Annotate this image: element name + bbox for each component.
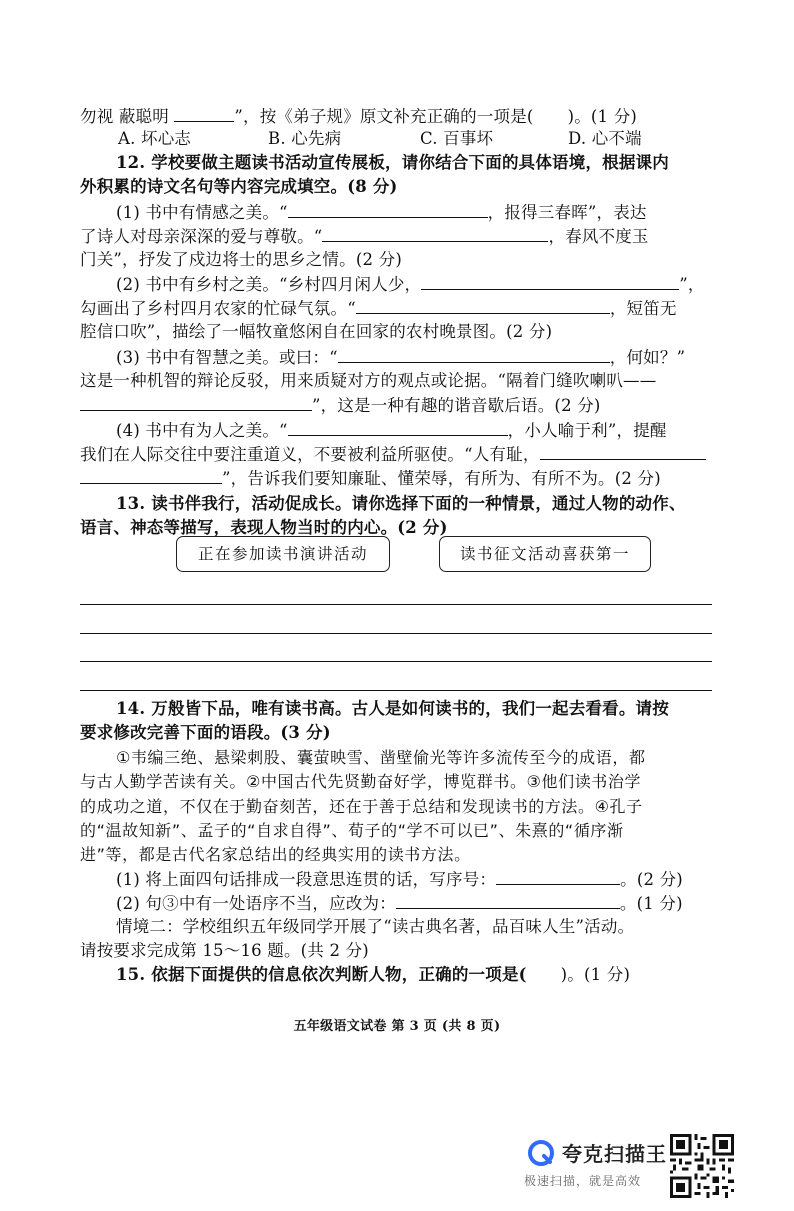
- q11-options: [80, 127, 718, 151]
- q12-s1-line1: (1) 书中有情感之美。“ ，报得三春晖”，表达: [80, 200, 720, 225]
- q11-blank[interactable]: [174, 104, 234, 122]
- q11-option-c[interactable]: C. 百事坏: [420, 129, 494, 148]
- q13-title-1: 13. 读书伴我行，活动促成长。请你选择下面的一种情景，通过人物的动作、: [116, 494, 686, 513]
- q13-writing-line-3[interactable]: [80, 661, 712, 662]
- q12-blank-7[interactable]: [288, 418, 508, 436]
- q12-blank-1[interactable]: [288, 200, 488, 218]
- q11-option-d[interactable]: D. 心不端: [568, 129, 642, 148]
- scenario2-line-1: 情境二：学校组织五年级同学开展了“读古典名著，品百味人生”活动。: [116, 917, 635, 936]
- scenario2-line-2: 请按要求完成第 15～16 题。(共 2 分): [80, 941, 369, 960]
- q12-s2-line1: (2) 书中有乡村之美。“乡村四月闲人少， ”，: [80, 272, 720, 297]
- q12-blank-6[interactable]: [80, 393, 312, 411]
- q14-paragraph-line-4: 的“温故知新”、孟子的“自求自得”、荀子的“学不可以已”、朱熹的“循序渐: [80, 821, 624, 840]
- q12-blank-4[interactable]: [356, 296, 610, 314]
- q14-blank-2[interactable]: [396, 891, 620, 909]
- q12-s3-line2: 这是一种机智的辩论反驳，用来质疑对方的观点或论据。“隔着门缝吹喇叭——: [80, 371, 657, 390]
- q15-title: 15. 依据下面提供的信息依次判断人物，正确的一项是( )。(1 分): [116, 965, 631, 984]
- q13-option-box-1[interactable]: 正在参加读书演讲活动: [176, 536, 390, 572]
- q12-s4-line1: (4) 书中有为人之美。“ ，小人喻于利”，提醒: [80, 418, 720, 443]
- q12-s2-line2: 勾画出了乡村四月农家的忙碌气氛。“ ，短笛无: [80, 296, 720, 321]
- q14-s2: (2) 句③中有一处语序不当，应改为： 。(1 分): [80, 891, 720, 916]
- q12-s4-line3: ”，告诉我们要知廉耻、懂荣辱，有所为、有所不为。(2 分): [80, 466, 720, 491]
- q12-s2-line3: 腔信口吹”，描绘了一幅牧童悠闲自在回家的农村晚景图。(2 分): [80, 322, 553, 341]
- q12-s1-line2: 了诗人对母亲深深的爱与尊敬。“ ，春风不度玉: [80, 224, 720, 249]
- q14-paragraph-line-5: 进”等，都是古代名家总结出的经典实用的读书方法。: [80, 845, 471, 864]
- q14-paragraph-line-1: ①韦编三绝、悬梁刺股、囊萤映雪、凿壁偷光等许多流传至今的成语，都: [116, 748, 646, 767]
- q12-title-2: 外积累的诗文名句等内容完成填空。(8 分): [80, 177, 398, 196]
- q12-s3-line3: ”，这是一种有趣的谐音歇后语。(2 分): [80, 393, 720, 418]
- qr-code-icon: [670, 1134, 734, 1198]
- q11-line: 勿视 蔽聪明 ”，按《弟子规》原文补充正确的一项是( )。(1 分): [80, 104, 720, 129]
- q14-paragraph-line-2: 与古人勤学苦读有关。②中国古代先贤勤奋好学，博览群书。③他们读书治学: [80, 772, 642, 791]
- q12-blank-3[interactable]: [421, 272, 679, 290]
- q14-s1: (1) 将上面四句话排成一段意思连贯的话，写序号： 。(2 分): [80, 867, 720, 892]
- scanner-slogan: 极速扫描，就是高效: [524, 1174, 642, 1188]
- q13-writing-line-4[interactable]: [80, 690, 712, 691]
- q12-s1-line3: 门关”，抒发了戍边将士的思乡之情。(2 分): [80, 250, 402, 269]
- scanner-watermark: [522, 1136, 672, 1196]
- quark-logo-icon: [528, 1140, 554, 1166]
- q11-option-a[interactable]: A. 坏心志: [118, 129, 192, 148]
- q13-writing-line-2[interactable]: [80, 633, 712, 634]
- q14-title-1: 14. 万般皆下品，唯有读书高。古人是如何读书的，我们一起去看看。请按: [116, 699, 669, 718]
- q12-title-1: 12. 学校要做主题读书活动宣传展板，请你结合下面的具体语境，根据课内: [116, 153, 669, 172]
- q13-title-2: 语言、神态等描写，表现人物当时的内心。(2 分): [80, 518, 448, 537]
- q14-title-2: 要求修改完善下面的语段。(3 分): [80, 723, 331, 742]
- q12-s4-line2: 我们在人际交往中要注重道义，不要被利益所驱使。“人有耻，: [80, 442, 720, 467]
- q12-blank-8[interactable]: [540, 442, 706, 460]
- q13-option-box-2[interactable]: 读书征文活动喜获第一: [439, 536, 651, 572]
- q12-blank-5[interactable]: [338, 345, 610, 363]
- q14-paragraph-line-3: 的成功之道，不仅在于勤奋刻苦，还在于善于总结和发现读书的方法。④孔子: [80, 797, 643, 816]
- q12-blank-9[interactable]: [80, 466, 222, 484]
- q14-blank-1[interactable]: [496, 867, 620, 885]
- page-footer: 五年级语文试卷 第 3 页 (共 8 页): [293, 1019, 501, 1034]
- q13-writing-line-1[interactable]: [80, 604, 712, 605]
- q11-option-b[interactable]: B. 心先病: [268, 129, 342, 148]
- q12-s3-line1: (3) 书中有智慧之美。或曰：“ ，何如？”: [80, 345, 720, 370]
- scanner-brand-name: 夸克扫描王: [562, 1142, 667, 1166]
- q12-blank-2[interactable]: [322, 224, 548, 242]
